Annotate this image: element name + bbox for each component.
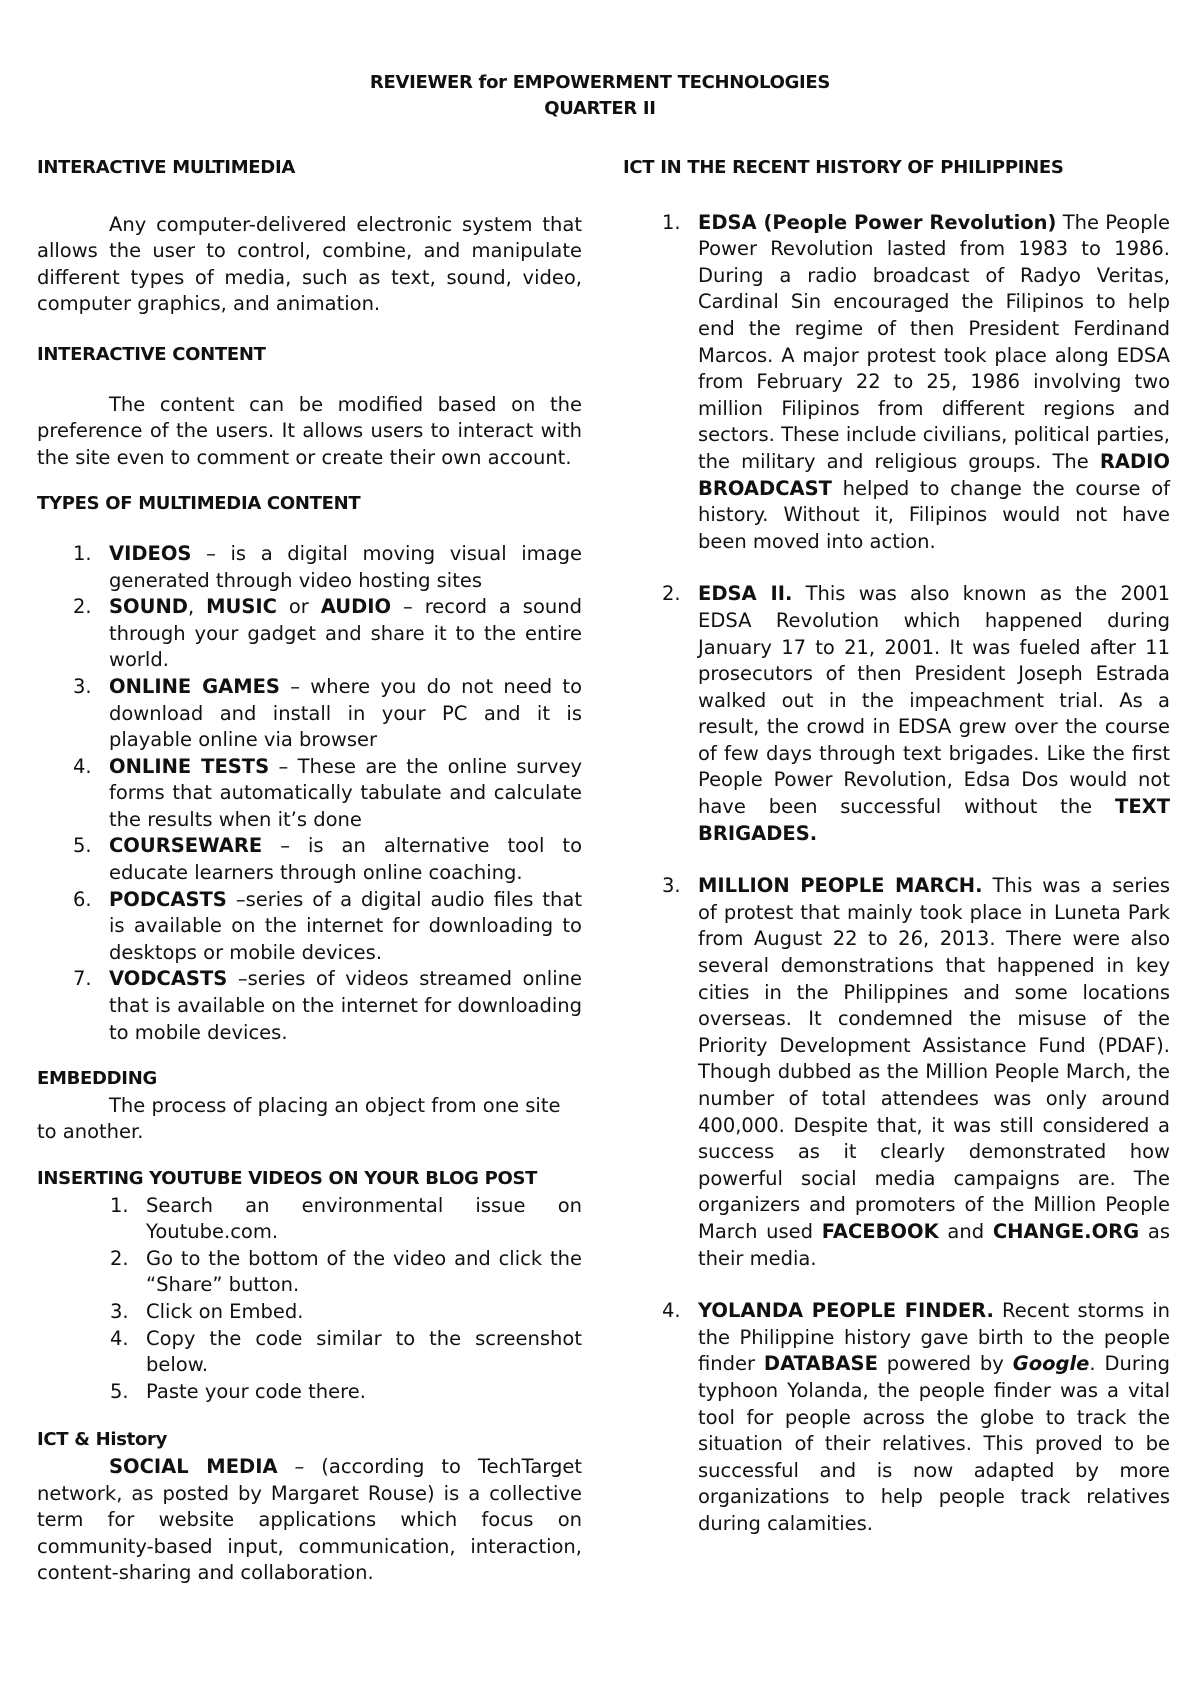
list-item	[110, 1379, 582, 1406]
list-text: . During typhoon Yolanda, the people finder was a vital tool for people across the globe to track the situation of their relatives. This proved to be successful and is now adapted by more organizations to help people track relatives during calamities.	[698, 1352, 1170, 1535]
embed-steps-list	[37, 1193, 582, 1406]
section-term: SOCIAL MEDIA	[109, 1454, 278, 1478]
section-heading: ICT & History	[37, 1429, 168, 1451]
section-heading: ICT IN THE RECENT HISTORY OF PHILIPPINES	[623, 157, 1064, 178]
list-number: 6.	[73, 887, 92, 911]
list-term: SOUND	[109, 595, 188, 619]
section-body	[37, 1454, 582, 1587]
list-term: YOLANDA PEOPLE FINDER.	[698, 1299, 994, 1323]
list-text: The People Power Revolution lasted from 1983 to 1986. During a radio broadcast of Radyo Veritas, Cardinal Sin encouraged the Filipinos to help end the regime of then President Ferdinand Marcos. A major protest took place along EDSA from February 22 to 25, 1986 involving two million Filipinos from different regions and sectors. These include civilians, political parties, the military and religious groups. The	[698, 210, 1170, 473]
list-text: or	[276, 595, 321, 619]
list-number: 1.	[662, 210, 681, 234]
list-item	[73, 754, 582, 834]
list-text: Click on Embed.	[146, 1299, 304, 1323]
list-number: 2.	[662, 582, 681, 606]
list-item	[110, 1246, 582, 1299]
list-number: 3.	[662, 874, 681, 898]
section-body: The content can be modified based on the preference of the users. It allows users to interact with the site even to comment or create their own account.	[37, 392, 582, 469]
document-subtitle: QUARTER II	[544, 98, 656, 119]
list-text: and	[938, 1219, 993, 1243]
list-text: Go to the bottom of the video and click the “Share” button.	[146, 1246, 582, 1297]
list-item	[73, 594, 582, 674]
list-text: – is a digital moving visual image generated through video hosting sites	[109, 541, 582, 592]
list-item	[662, 581, 1170, 847]
list-term: PODCASTS	[109, 887, 227, 911]
list-number: 2.	[73, 595, 92, 619]
list-text: – record a sound through your gadget and share it to the entire world.	[109, 595, 582, 672]
list-term: VIDEOS	[109, 541, 192, 565]
list-item	[662, 210, 1170, 556]
list-number: 5.	[110, 1379, 129, 1403]
list-term: DATABASE	[763, 1352, 878, 1376]
list-text: Paste your code there.	[146, 1379, 366, 1403]
list-item	[110, 1326, 582, 1379]
list-item	[73, 541, 582, 594]
list-item	[110, 1193, 582, 1246]
list-item	[110, 1299, 582, 1326]
list-text: –series of a digital audio files that is available on the internet for downloading to desktops or mobile devices.	[109, 887, 582, 964]
document-title: REVIEWER for EMPOWERMENT TECHNOLOGIES	[369, 72, 831, 93]
list-term: ONLINE TESTS	[109, 754, 270, 778]
right-column	[625, 155, 1170, 1538]
list-number: 1.	[73, 541, 92, 565]
section-heading: TYPES OF MULTIMEDIA CONTENT	[37, 493, 361, 515]
list-item	[73, 833, 582, 886]
section-body: Any computer-delivered electronic system that allows the user to control, combine, and manipulate different types of media, such as text, sound, video, computer graphics, and animation.	[37, 212, 582, 316]
section-heading: EMBEDDING	[37, 1068, 157, 1090]
list-number: 3.	[110, 1299, 129, 1323]
list-term: ONLINE GAMES	[109, 674, 280, 698]
list-text: – where you do not need to download and install in your PC and it is playable online via browser	[109, 674, 582, 752]
list-number: 5.	[73, 834, 92, 858]
list-number: 7.	[73, 967, 92, 991]
left-column	[37, 155, 582, 1587]
list-text: helped to change the course of history. Without it, Filipinos would not have been moved into action.	[698, 476, 1170, 553]
list-number: 2.	[110, 1246, 129, 1270]
section-heading: INSERTING YOUTUBE VIDEOS ON YOUR BLOG POST	[37, 1168, 538, 1189]
list-term: CHANGE.ORG	[992, 1219, 1140, 1243]
list-text: This was a series of protest that mainly took place in Luneta Park from August 22 to 26, 2013. There were also several demonstrations that happened in key cities in the Philippines and some locations overseas. It condemned the misuse of the Priority Development Assistance Fund (PDAF). Though dubbed as the Million People March, the number of total attendees was only around 400,000. Despite that, it was still considered a success as it clearly demonstrated how powerful social media campaigns are. The organizers and promoters of the Million People March used	[698, 874, 1170, 1243]
list-item	[73, 966, 582, 1046]
list-item	[73, 887, 582, 967]
list-text: Copy the code similar to the screenshot below.	[146, 1326, 582, 1377]
list-text: as their media.	[698, 1219, 1171, 1270]
list-term: AUDIO	[320, 595, 392, 619]
list-item	[662, 1298, 1170, 1537]
list-item	[662, 873, 1171, 1272]
list-term: RADIO BROADCAST	[698, 449, 1170, 500]
list-term: MUSIC	[206, 595, 277, 619]
list-term: VODCASTS	[109, 967, 228, 991]
list-text: Search an environmental issue on Youtube.com.	[146, 1193, 582, 1244]
ict-history-list	[625, 210, 1170, 1538]
list-text: This was also known as the 2001 EDSA Revolution which happened during January 17 to 21, 2001. It was fueled after 11 prosecutors of then President Joseph Estrada walked out in the impeachment trial. As a result, the crowd in EDSA grew over the course of few days through text brigades. Like the first People Power Revolution, Edsa Dos would not have been successful without the	[698, 582, 1170, 819]
list-term: EDSA (People Power Revolution)	[698, 210, 1057, 234]
list-term: Google	[1012, 1352, 1090, 1376]
list-term: EDSA II.	[698, 582, 793, 606]
section-text: – (according to TechTarget network, as posted by Margaret Rouse) is a collective term for website applications which focus on community-based input, communication, interaction, content-sharing and collaboration.	[37, 1454, 582, 1585]
list-term: TEXT BRIGADES.	[698, 795, 1170, 845]
list-spacer	[698, 555, 1170, 581]
multimedia-types-list	[37, 541, 582, 1046]
list-term: COURSEWARE	[109, 834, 263, 858]
list-text: – These are the online survey forms that automatically tabulate and calculate the results when it’s done	[109, 754, 582, 831]
section-heading: INTERACTIVE CONTENT	[37, 343, 266, 365]
list-number: 4.	[110, 1326, 129, 1350]
section-body: The process of placing an object from one site	[109, 1093, 561, 1117]
list-number: 4.	[662, 1299, 681, 1323]
list-spacer	[698, 847, 1170, 873]
list-term: MILLION PEOPLE MARCH.	[698, 874, 983, 898]
list-term: FACEBOOK	[821, 1219, 939, 1243]
list-text: –series of videos streamed online that is available on the internet for downloading to mobile devices.	[109, 967, 582, 1044]
list-item	[73, 674, 582, 754]
list-spacer	[698, 1272, 1170, 1298]
list-text: – is an alternative tool to educate learners through online coaching.	[109, 834, 582, 885]
section-body: to another.	[37, 1120, 144, 1144]
section-heading: INTERACTIVE MULTIMEDIA	[37, 157, 295, 178]
list-text: Recent storms in the Philippine history gave birth to the people finder	[698, 1299, 1170, 1376]
list-number: 4.	[73, 754, 92, 778]
list-text: powered by	[877, 1352, 1013, 1376]
list-number: 3.	[73, 674, 92, 698]
list-text: ,	[187, 595, 207, 619]
list-number: 1.	[110, 1193, 129, 1217]
